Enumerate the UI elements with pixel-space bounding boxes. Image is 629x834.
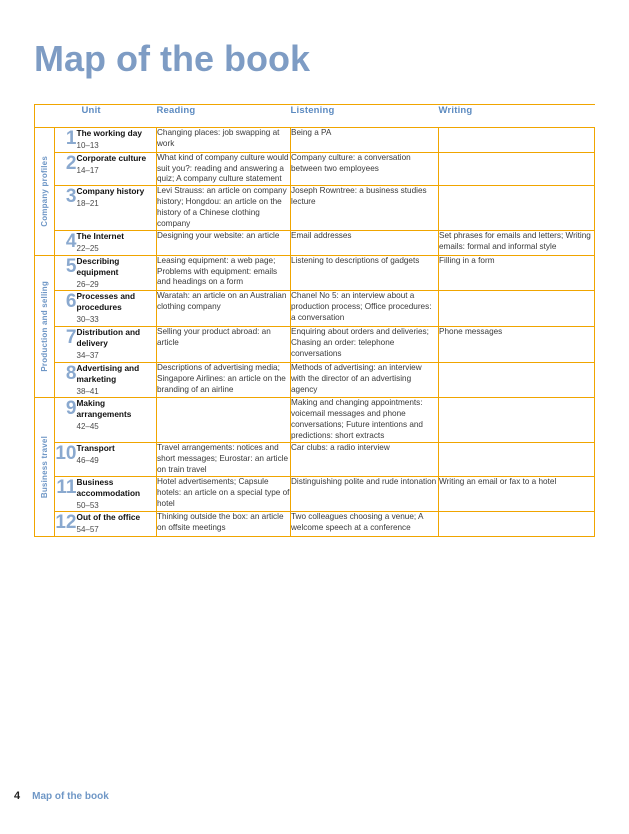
row-unit (77, 152, 157, 186)
row-unit (77, 291, 157, 327)
row-number: 8 (55, 362, 77, 398)
row-reading (157, 398, 291, 443)
table-row (35, 186, 595, 231)
unit-name: Processes and procedures (76, 291, 136, 313)
row-listening: Methods of advertising: an interview with the director of an advertising agency (291, 362, 439, 398)
table-row (35, 231, 595, 256)
table-header-row (35, 105, 595, 128)
row-listening: Enquiring about orders and deliveries; Chasing an order: telephone conversations (291, 327, 439, 363)
unit-name: Business accommodation (76, 476, 141, 498)
unit-pages: 50–53 (76, 500, 99, 510)
row-writing: Set phrases for emails and letters; Writing emails: formal and informal style (439, 231, 595, 256)
row-unit (77, 512, 157, 537)
row-listening: Email addresses (291, 231, 439, 256)
unit-pages: 14–17 (76, 165, 99, 175)
row-number: 7 (55, 327, 77, 363)
row-listening: Distinguishing polite and rude intonation (291, 476, 439, 512)
row-reading: Designing your website: an article (157, 231, 291, 256)
row-reading: Levi Strauss: an article on company history; Hongdou: an article on the history of a Chinese clothing company (157, 186, 291, 231)
row-unit (77, 362, 157, 398)
table-row (35, 398, 595, 443)
unit-name: Out of the office (76, 512, 141, 523)
band-production-and-selling (35, 255, 55, 398)
unit-pages: 38–41 (76, 386, 99, 396)
row-number: 11 (55, 476, 77, 512)
row-number: 6 (55, 291, 77, 327)
footer-title: Map of the book (32, 791, 109, 802)
unit-name: Transport (76, 443, 115, 454)
row-listening: Making and changing appointments: voicemail messages and phone conversations; Future intentions and predictions: short extracts (291, 398, 439, 443)
row-writing: Phone messages (439, 327, 595, 363)
header-band (35, 105, 55, 128)
header-listening: Listening (291, 105, 439, 128)
row-unit (77, 128, 157, 153)
row-listening: Listening to descriptions of gadgets (291, 255, 439, 291)
footer-page-number: 4 (14, 790, 21, 802)
row-writing (439, 186, 595, 231)
row-reading: Travel arrangements: notices and short messages; Eurostar: an article on train travel (157, 443, 291, 477)
unit-name: Company history (76, 186, 145, 197)
table-row (35, 291, 595, 327)
row-writing: Writing an email or fax to a hotel (439, 476, 595, 512)
page-footer (14, 790, 109, 802)
unit-name: Corporate culture (76, 152, 147, 163)
header-writing: Writing (439, 105, 595, 128)
row-number: 1 (55, 128, 77, 153)
row-writing (439, 362, 595, 398)
band-label: Production and selling (40, 281, 49, 372)
row-number: 3 (55, 186, 77, 231)
row-writing (439, 512, 595, 537)
row-listening: Company culture: a conversation between two employees (291, 152, 439, 186)
row-writing (439, 128, 595, 153)
band-label: Company profiles (40, 155, 49, 227)
row-number: 2 (55, 152, 77, 186)
unit-pages: 34–37 (76, 351, 99, 361)
unit-name: Describing equipment (76, 255, 120, 277)
table-row (35, 152, 595, 186)
row-reading: Selling your product abroad: an article (157, 327, 291, 363)
row-reading: Leasing equipment: a web page; Problems with equipment: emails and headings on a form (157, 255, 291, 291)
table-row (35, 443, 595, 477)
row-writing (439, 443, 595, 477)
row-number: 12 (55, 512, 77, 537)
page-title: Map of the book (34, 38, 310, 79)
unit-pages: 30–33 (76, 315, 99, 325)
row-number: 10 (55, 443, 77, 477)
row-unit (77, 398, 157, 443)
unit-pages: 54–57 (76, 525, 99, 535)
unit-pages: 42–45 (76, 422, 99, 432)
map-of-the-book-table (34, 104, 595, 537)
row-writing: Filling in a form (439, 255, 595, 291)
row-listening: Car clubs: a radio interview (291, 443, 439, 477)
row-unit (77, 255, 157, 291)
row-listening: Joseph Rowntree: a business studies lecture (291, 186, 439, 231)
unit-pages: 10–13 (76, 141, 99, 151)
unit-pages: 26–29 (76, 279, 99, 289)
row-unit (77, 476, 157, 512)
row-number: 5 (55, 255, 77, 291)
row-listening: Two colleagues choosing a venue; A welcome speech at a conference (291, 512, 439, 537)
row-reading: What kind of company culture would suit you?: reading and answering a quiz; A company culture statement (157, 152, 291, 186)
band-label: Business travel (40, 436, 49, 499)
row-unit (77, 443, 157, 477)
table-row (35, 362, 595, 398)
unit-name: Making arrangements (76, 398, 132, 420)
row-unit (77, 327, 157, 363)
unit-name: Advertising and marketing (76, 362, 140, 384)
unit-pages: 22–25 (76, 244, 99, 254)
table-row (35, 476, 595, 512)
unit-name: The Internet (76, 231, 124, 241)
band-business-travel (35, 398, 55, 537)
table-row (35, 255, 595, 291)
row-reading: Changing places: job swapping at work (157, 128, 291, 153)
row-reading: Descriptions of advertising media; Singapore Airlines: an article on the branding of an airline (157, 362, 291, 398)
row-listening: Chanel No 5: an interview about a production process; Office procedures: a conversation (291, 291, 439, 327)
row-reading: Thinking outside the box: an article on offsite meetings (157, 512, 291, 537)
unit-name: The working day (76, 128, 142, 138)
row-reading: Hotel advertisements; Capsule hotels: an article on a special type of hotel (157, 476, 291, 512)
row-reading: Waratah: an article on an Australian clothing company (157, 291, 291, 327)
header-unit: Unit (77, 105, 157, 128)
row-number: 9 (55, 398, 77, 443)
unit-name: Distribution and delivery (76, 327, 141, 349)
header-number (55, 105, 77, 128)
row-writing (439, 152, 595, 186)
unit-pages: 46–49 (76, 456, 99, 466)
header-reading: Reading (157, 105, 291, 128)
row-listening: Being a PA (291, 128, 439, 153)
band-company-profiles (35, 128, 55, 256)
table-row (35, 128, 595, 153)
row-unit (77, 186, 157, 231)
row-unit (77, 231, 157, 256)
table-row (35, 327, 595, 363)
row-writing (439, 291, 595, 327)
row-number: 4 (55, 231, 77, 256)
row-writing (439, 398, 595, 443)
table-row (35, 512, 595, 537)
unit-pages: 18–21 (76, 199, 99, 209)
